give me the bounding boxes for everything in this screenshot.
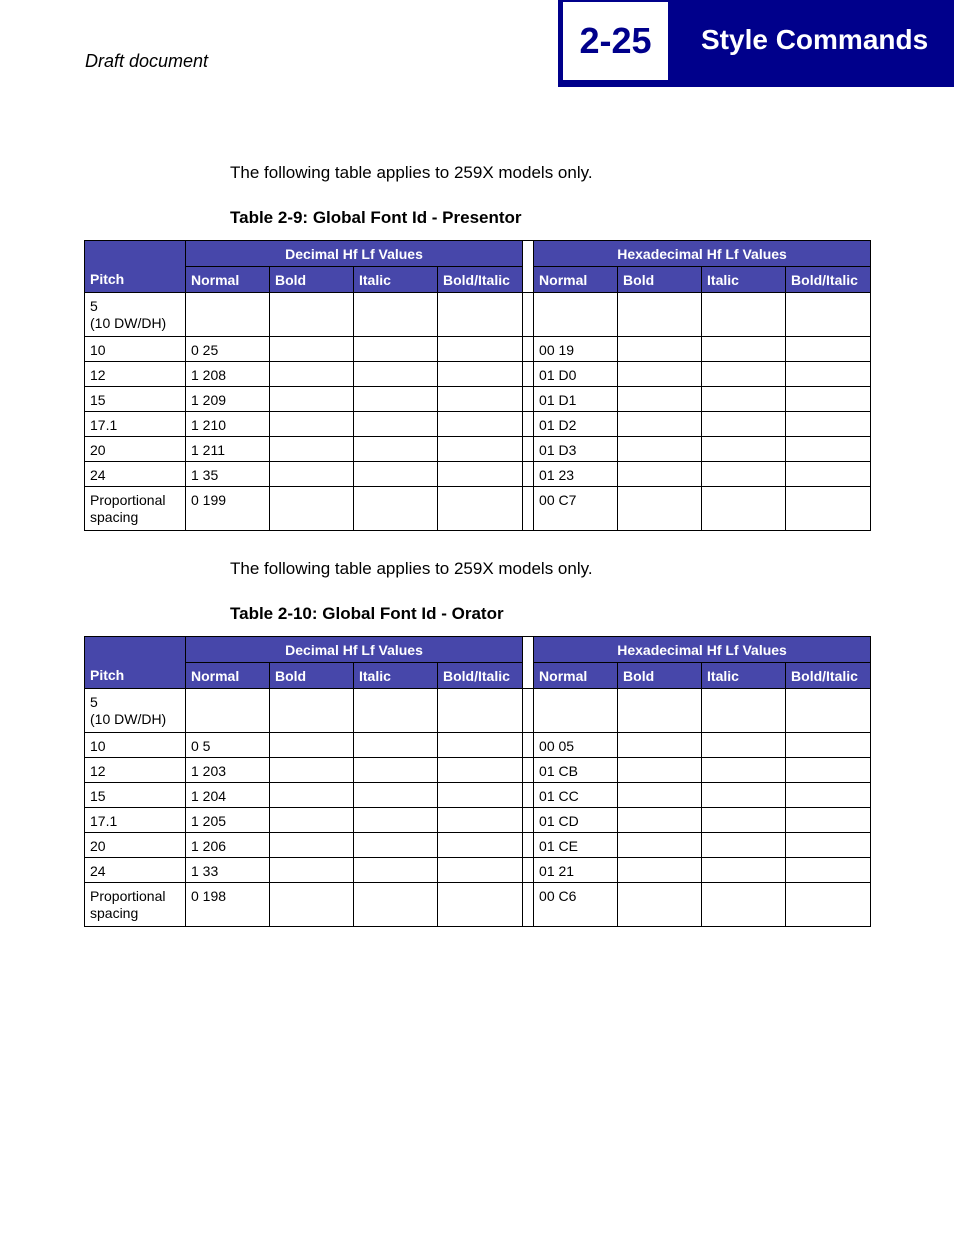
dec-bold-italic-cell	[438, 833, 523, 858]
dec-bold-cell	[270, 412, 354, 437]
dec-italic-cell	[354, 387, 438, 412]
dec-bold-italic-cell	[438, 689, 523, 733]
hex-bold-italic-header: Bold/Italic	[786, 267, 871, 293]
dec-bold-italic-header: Bold/Italic	[438, 267, 523, 293]
dec-normal-cell: 1 210	[186, 412, 270, 437]
gap-cell	[523, 808, 534, 833]
dec-bold-cell	[270, 437, 354, 462]
pitch-cell: 20	[85, 437, 186, 462]
column-gap	[523, 241, 534, 293]
hex-bold-cell	[618, 437, 702, 462]
dec-italic-cell	[354, 808, 438, 833]
dec-normal-cell: 0 198	[186, 883, 270, 927]
hex-bold-cell	[618, 808, 702, 833]
hex-normal-cell: 01 CD	[534, 808, 618, 833]
pitch-cell	[85, 883, 186, 927]
pitch-cell: 12	[85, 362, 186, 387]
table-row	[85, 783, 871, 808]
dec-normal-cell: 1 35	[186, 462, 270, 487]
table-caption-1: Table 2-9: Global Font Id - Presentor	[230, 208, 522, 227]
dec-italic-cell	[354, 733, 438, 758]
pitch-value: Proportional	[90, 888, 166, 904]
dec-normal-cell: 0 25	[186, 337, 270, 362]
dec-italic-cell	[354, 293, 438, 337]
dec-bold-cell	[270, 462, 354, 487]
font-id-table-orator	[84, 636, 871, 927]
chapter-header-block	[558, 0, 954, 87]
table-row	[85, 387, 871, 412]
pitch-cell	[85, 487, 186, 531]
gap-cell	[523, 733, 534, 758]
gap-cell	[523, 758, 534, 783]
hex-normal-cell: 00 05	[534, 733, 618, 758]
column-gap	[523, 637, 534, 689]
hex-italic-cell	[702, 883, 786, 927]
dec-bold-italic-cell	[438, 808, 523, 833]
hex-bold-italic-cell	[786, 412, 871, 437]
dec-bold-italic-cell	[438, 883, 523, 927]
hex-normal-cell	[534, 689, 618, 733]
gap-cell	[523, 462, 534, 487]
pitch-cell	[85, 689, 186, 733]
dec-normal-cell: 1 33	[186, 858, 270, 883]
hex-bold-italic-cell	[786, 689, 871, 733]
hex-group-header: Hexadecimal Hf Lf Values	[534, 241, 871, 267]
hex-normal-cell: 01 CE	[534, 833, 618, 858]
dec-bold-cell	[270, 733, 354, 758]
pitch-cell: 10	[85, 733, 186, 758]
gap-cell	[523, 487, 534, 531]
pitch-value: 5	[90, 694, 98, 710]
dec-bold-cell	[270, 883, 354, 927]
hex-normal-cell: 01 CC	[534, 783, 618, 808]
hex-bold-cell	[618, 337, 702, 362]
hex-italic-cell	[702, 783, 786, 808]
pitch-cell: 12	[85, 758, 186, 783]
pitch-cell: 15	[85, 783, 186, 808]
gap-cell	[523, 293, 534, 337]
dec-normal-cell	[186, 689, 270, 733]
hex-italic-cell	[702, 487, 786, 531]
hex-bold-italic-cell	[786, 808, 871, 833]
hex-italic-cell	[702, 689, 786, 733]
dec-normal-cell: 1 209	[186, 387, 270, 412]
dec-normal-cell: 0 5	[186, 733, 270, 758]
hex-bold-italic-cell	[786, 337, 871, 362]
table-row	[85, 758, 871, 783]
section-title: Style Commands	[701, 24, 929, 55]
hex-italic-cell	[702, 387, 786, 412]
dec-bold-cell	[270, 689, 354, 733]
hex-bold-cell	[618, 883, 702, 927]
table-row	[85, 833, 871, 858]
dec-bold-italic-cell	[438, 858, 523, 883]
hex-bold-cell	[618, 689, 702, 733]
dec-italic-header: Italic	[354, 663, 438, 689]
dec-bold-italic-cell	[438, 387, 523, 412]
dec-bold-italic-cell	[438, 412, 523, 437]
dec-bold-cell	[270, 858, 354, 883]
dec-italic-cell	[354, 412, 438, 437]
hex-normal-cell: 00 C6	[534, 883, 618, 927]
dec-bold-italic-cell	[438, 362, 523, 387]
dec-italic-cell	[354, 689, 438, 733]
intro-text-2: The following table applies to 259X models only.	[230, 559, 593, 578]
dec-normal-cell: 1 206	[186, 833, 270, 858]
hex-bold-cell	[618, 462, 702, 487]
hex-bold-cell	[618, 858, 702, 883]
dec-normal-cell: 0 199	[186, 487, 270, 531]
dec-normal-cell: 1 208	[186, 362, 270, 387]
hex-bold-cell	[618, 387, 702, 412]
hex-bold-italic-cell	[786, 758, 871, 783]
dec-normal-cell	[186, 293, 270, 337]
hex-bold-italic-cell	[786, 293, 871, 337]
gap-cell	[523, 362, 534, 387]
hex-normal-cell: 01 D3	[534, 437, 618, 462]
pitch-value: 5	[90, 298, 98, 314]
pitch-value-line2: spacing	[90, 509, 139, 525]
hex-normal-cell: 01 D2	[534, 412, 618, 437]
dec-bold-header: Bold	[270, 267, 354, 293]
hex-italic-cell	[702, 337, 786, 362]
hex-italic-cell	[702, 833, 786, 858]
gap-cell	[523, 689, 534, 733]
hex-bold-cell	[618, 733, 702, 758]
hex-bold-cell	[618, 362, 702, 387]
hex-bold-italic-header: Bold/Italic	[786, 663, 871, 689]
pitch-value-line2: (10 DW/DH)	[90, 315, 167, 331]
hex-italic-cell	[702, 808, 786, 833]
dec-bold-cell	[270, 487, 354, 531]
gap-cell	[523, 833, 534, 858]
gap-cell	[523, 858, 534, 883]
hex-bold-italic-cell	[786, 858, 871, 883]
dec-italic-cell	[354, 337, 438, 362]
hex-bold-italic-cell	[786, 362, 871, 387]
table-caption-2: Table 2-10: Global Font Id - Orator	[230, 604, 504, 623]
dec-bold-italic-cell	[438, 293, 523, 337]
dec-bold-cell	[270, 387, 354, 412]
pitch-value-line2: (10 DW/DH)	[90, 711, 167, 727]
dec-italic-cell	[354, 462, 438, 487]
pitch-value: Proportional	[90, 492, 166, 508]
dec-bold-cell	[270, 362, 354, 387]
dec-italic-header: Italic	[354, 267, 438, 293]
dec-italic-cell	[354, 758, 438, 783]
hex-group-header: Hexadecimal Hf Lf Values	[534, 637, 871, 663]
table-row	[85, 808, 871, 833]
dec-bold-cell	[270, 758, 354, 783]
dec-bold-cell	[270, 833, 354, 858]
hex-bold-cell	[618, 487, 702, 531]
gap-cell	[523, 412, 534, 437]
dec-italic-cell	[354, 437, 438, 462]
font-id-table-presentor	[84, 240, 871, 531]
hex-bold-header: Bold	[618, 267, 702, 293]
dec-normal-cell: 1 211	[186, 437, 270, 462]
pitch-header: Pitch	[85, 637, 186, 689]
pitch-cell: 17.1	[85, 412, 186, 437]
hex-bold-cell	[618, 833, 702, 858]
decimal-group-header: Decimal Hf Lf Values	[186, 637, 523, 663]
dec-bold-italic-cell	[438, 437, 523, 462]
decimal-group-header: Decimal Hf Lf Values	[186, 241, 523, 267]
pitch-cell: 15	[85, 387, 186, 412]
table-row	[85, 293, 871, 337]
hex-italic-cell	[702, 462, 786, 487]
dec-bold-italic-cell	[438, 462, 523, 487]
dec-bold-cell	[270, 293, 354, 337]
table-row	[85, 412, 871, 437]
draft-label: Draft document	[85, 51, 209, 71]
hex-normal-cell: 01 D0	[534, 362, 618, 387]
page-number-box	[563, 2, 668, 80]
hex-normal-cell: 00 19	[534, 337, 618, 362]
hex-italic-cell	[702, 412, 786, 437]
hex-normal-cell: 01 D1	[534, 387, 618, 412]
dec-bold-cell	[270, 337, 354, 362]
pitch-header: Pitch	[85, 241, 186, 293]
hex-italic-cell	[702, 362, 786, 387]
dec-normal-header: Normal	[186, 267, 270, 293]
dec-normal-header: Normal	[186, 663, 270, 689]
hex-bold-italic-cell	[786, 462, 871, 487]
hex-bold-italic-cell	[786, 833, 871, 858]
dec-bold-cell	[270, 808, 354, 833]
table-row	[85, 337, 871, 362]
hex-bold-italic-cell	[786, 883, 871, 927]
dec-italic-cell	[354, 858, 438, 883]
hex-italic-cell	[702, 858, 786, 883]
dec-italic-cell	[354, 833, 438, 858]
table-row	[85, 462, 871, 487]
hex-bold-cell	[618, 783, 702, 808]
hex-bold-cell	[618, 758, 702, 783]
dec-italic-cell	[354, 783, 438, 808]
pitch-cell: 24	[85, 858, 186, 883]
hex-normal-header: Normal	[534, 663, 618, 689]
dec-italic-cell	[354, 487, 438, 531]
hex-bold-italic-cell	[786, 387, 871, 412]
dec-bold-cell	[270, 783, 354, 808]
hex-bold-italic-cell	[786, 783, 871, 808]
pitch-cell: 20	[85, 833, 186, 858]
hex-italic-cell	[702, 733, 786, 758]
hex-bold-cell	[618, 293, 702, 337]
dec-italic-cell	[354, 883, 438, 927]
table-row	[85, 487, 871, 531]
gap-cell	[523, 387, 534, 412]
hex-normal-cell: 01 21	[534, 858, 618, 883]
dec-normal-cell: 1 204	[186, 783, 270, 808]
pitch-cell: 10	[85, 337, 186, 362]
dec-bold-italic-cell	[438, 733, 523, 758]
hex-italic-cell	[702, 758, 786, 783]
table-row	[85, 858, 871, 883]
gap-cell	[523, 783, 534, 808]
hex-normal-header: Normal	[534, 267, 618, 293]
table-row	[85, 362, 871, 387]
hex-italic-cell	[702, 437, 786, 462]
table-row	[85, 437, 871, 462]
pitch-cell: 17.1	[85, 808, 186, 833]
dec-bold-italic-header: Bold/Italic	[438, 663, 523, 689]
hex-italic-header: Italic	[702, 663, 786, 689]
pitch-cell	[85, 293, 186, 337]
dec-bold-italic-cell	[438, 337, 523, 362]
hex-italic-header: Italic	[702, 267, 786, 293]
hex-normal-cell: 01 23	[534, 462, 618, 487]
intro-text-1: The following table applies to 259X models only.	[230, 163, 593, 182]
hex-normal-cell: 00 C7	[534, 487, 618, 531]
gap-cell	[523, 437, 534, 462]
gap-cell	[523, 337, 534, 362]
table-row	[85, 689, 871, 733]
hex-italic-cell	[702, 293, 786, 337]
dec-normal-cell: 1 205	[186, 808, 270, 833]
dec-bold-italic-cell	[438, 758, 523, 783]
hex-bold-header: Bold	[618, 663, 702, 689]
dec-italic-cell	[354, 362, 438, 387]
hex-bold-italic-cell	[786, 733, 871, 758]
hex-normal-cell: 01 CB	[534, 758, 618, 783]
page-number: 2-25	[579, 20, 652, 61]
hex-bold-italic-cell	[786, 437, 871, 462]
dec-bold-header: Bold	[270, 663, 354, 689]
dec-bold-italic-cell	[438, 487, 523, 531]
table-row	[85, 883, 871, 927]
pitch-cell: 24	[85, 462, 186, 487]
hex-bold-cell	[618, 412, 702, 437]
table-row	[85, 733, 871, 758]
dec-normal-cell: 1 203	[186, 758, 270, 783]
hex-normal-cell	[534, 293, 618, 337]
hex-bold-italic-cell	[786, 487, 871, 531]
gap-cell	[523, 883, 534, 927]
dec-bold-italic-cell	[438, 783, 523, 808]
pitch-value-line2: spacing	[90, 905, 139, 921]
